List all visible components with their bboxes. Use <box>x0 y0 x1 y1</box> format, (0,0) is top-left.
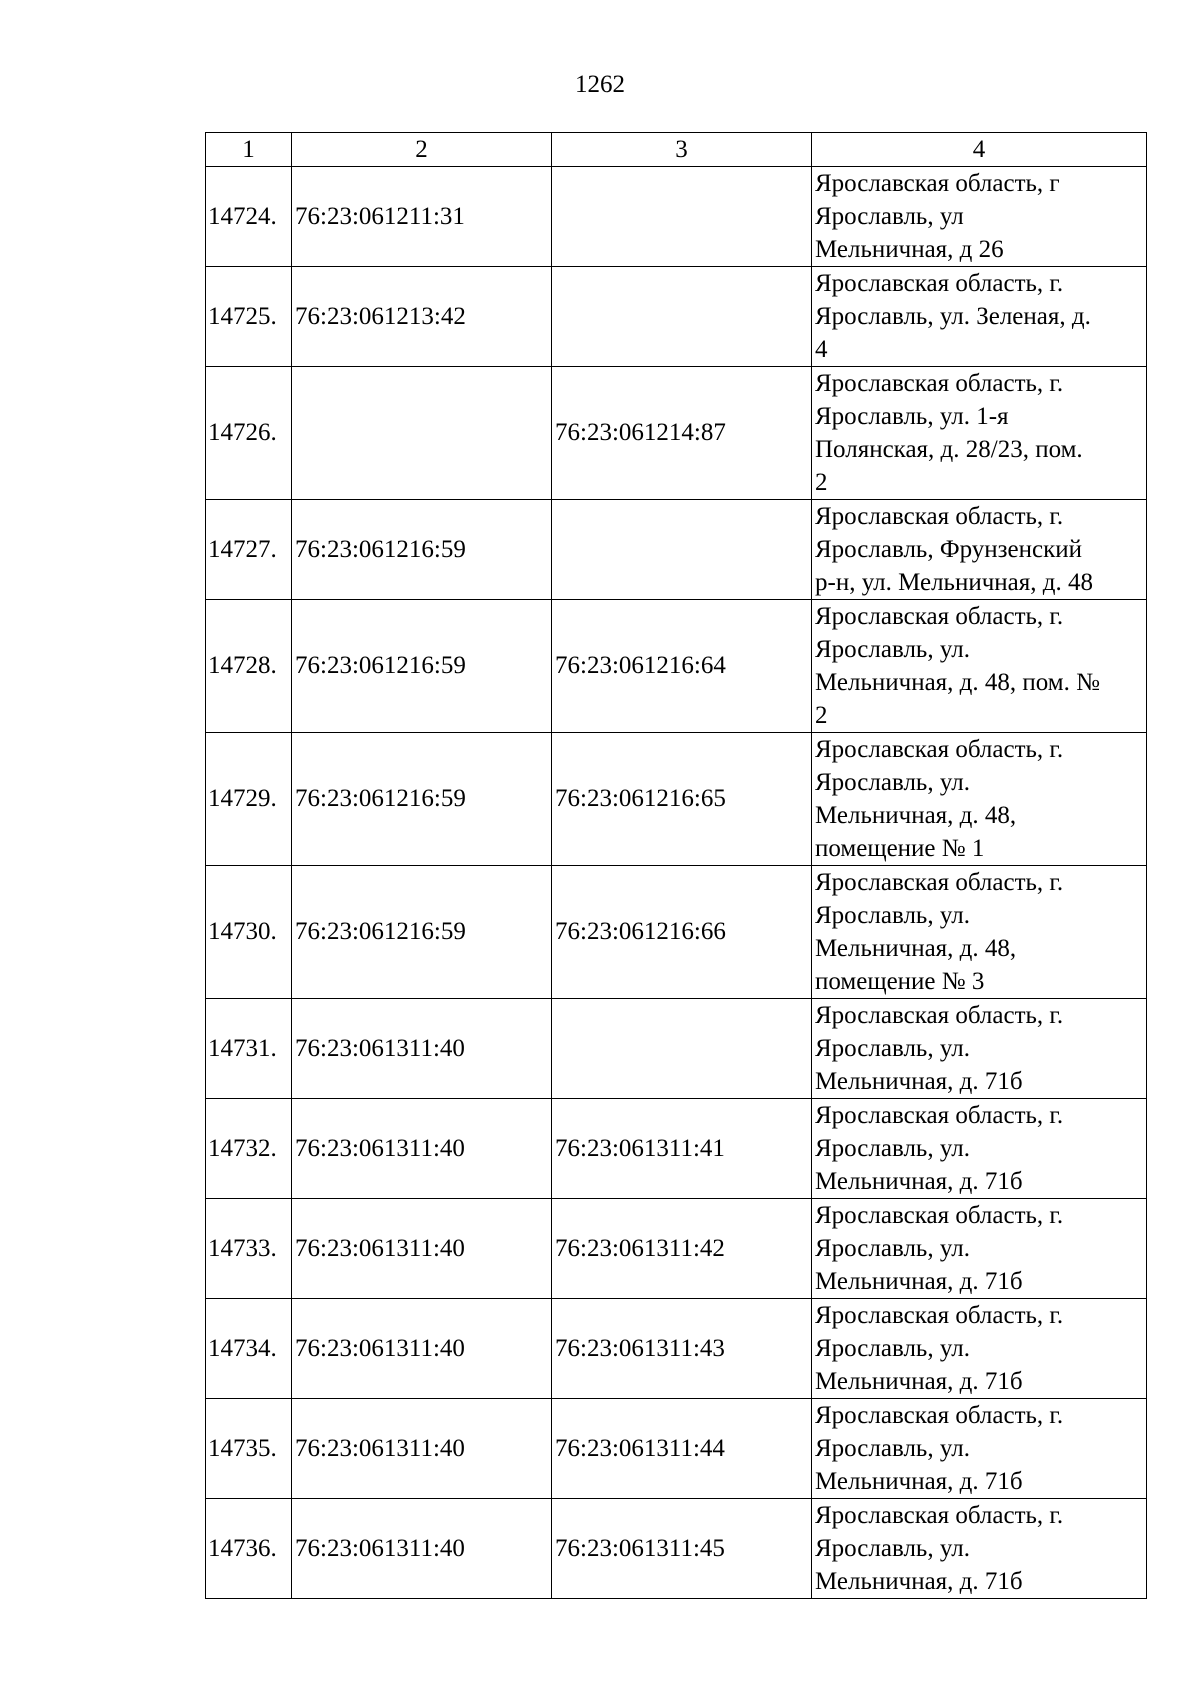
column-header-2: 2 <box>292 133 552 167</box>
address: Ярославская область, г. Ярославль, ул. Мельничная, д. 71б <box>812 999 1147 1099</box>
object-cadastral-number: 76:23:061311:45 <box>552 1499 812 1599</box>
cadastral-number: 76:23:061211:31 <box>292 167 552 267</box>
row-number: 14736. <box>206 1499 292 1599</box>
cadastral-number: 76:23:061216:59 <box>292 500 552 600</box>
row-number: 14729. <box>206 733 292 866</box>
row-number: 14728. <box>206 600 292 733</box>
address: Ярославская область, г. Ярославль, ул. Мельничная, д. 71б <box>812 1499 1147 1599</box>
object-cadastral-number: 76:23:061311:43 <box>552 1299 812 1399</box>
row-number: 14732. <box>206 1099 292 1199</box>
object-cadastral-number: 76:23:061311:44 <box>552 1399 812 1499</box>
address: Ярославская область, г. Ярославль, ул. Мельничная, д. 48, пом. № 2 <box>812 600 1147 733</box>
cadastral-number: 76:23:061311:40 <box>292 1299 552 1399</box>
object-cadastral-number: 76:23:061216:66 <box>552 866 812 999</box>
cadastral-number: 76:23:061311:40 <box>292 1099 552 1199</box>
object-cadastral-number: 76:23:061214:87 <box>552 367 812 500</box>
address: Ярославская область, г. Ярославль, ул. Мельничная, д. 71б <box>812 1199 1147 1299</box>
row-number: 14731. <box>206 999 292 1099</box>
address: Ярославская область, г. Ярославль, ул. Мельничная, д. 71б <box>812 1299 1147 1399</box>
object-cadastral-number: 76:23:061311:42 <box>552 1199 812 1299</box>
object-cadastral-number <box>552 267 812 367</box>
address: Ярославская область, г. Ярославль, ул. 1-я Полянская, д. 28/23, пом. 2 <box>812 367 1147 500</box>
cadastral-number: 76:23:061311:40 <box>292 1499 552 1599</box>
address: Ярославская область, г Ярославль, ул Мельничная, д 26 <box>812 167 1147 267</box>
row-number: 14726. <box>206 367 292 500</box>
address: Ярославская область, г. Ярославль, ул. Мельничная, д. 48, помещение № 1 <box>812 733 1147 866</box>
cadastral-number: 76:23:061213:42 <box>292 267 552 367</box>
column-header-1: 1 <box>206 133 292 167</box>
header-row <box>206 133 1147 167</box>
object-cadastral-number: 76:23:061311:41 <box>552 1099 812 1199</box>
object-cadastral-number <box>552 999 812 1099</box>
cadastral-number: 76:23:061311:40 <box>292 1399 552 1499</box>
row-number: 14727. <box>206 500 292 600</box>
address: Ярославская область, г. Ярославль, ул. Мельничная, д. 48, помещение № 3 <box>812 866 1147 999</box>
table-row <box>206 866 1147 999</box>
row-number: 14734. <box>206 1299 292 1399</box>
registry-table <box>205 132 1147 1599</box>
cadastral-number <box>292 367 552 500</box>
row-number: 14725. <box>206 267 292 367</box>
table-row <box>206 167 1147 267</box>
row-number: 14724. <box>206 167 292 267</box>
cadastral-number: 76:23:061216:59 <box>292 733 552 866</box>
table-row <box>206 1199 1147 1299</box>
address: Ярославская область, г. Ярославль, ул. Зеленая, д. 4 <box>812 267 1147 367</box>
table-row <box>206 367 1147 500</box>
row-number: 14733. <box>206 1199 292 1299</box>
object-cadastral-number: 76:23:061216:64 <box>552 600 812 733</box>
table-row <box>206 600 1147 733</box>
cadastral-number: 76:23:061216:59 <box>292 866 552 999</box>
table-row <box>206 1499 1147 1599</box>
table-row <box>206 1299 1147 1399</box>
object-cadastral-number: 76:23:061216:65 <box>552 733 812 866</box>
address: Ярославская область, г. Ярославль, ул. Мельничная, д. 71б <box>812 1099 1147 1199</box>
row-number: 14730. <box>206 866 292 999</box>
object-cadastral-number <box>552 167 812 267</box>
table-row <box>206 1099 1147 1199</box>
column-header-3: 3 <box>552 133 812 167</box>
column-header-4: 4 <box>812 133 1147 167</box>
cadastral-number: 76:23:061311:40 <box>292 1199 552 1299</box>
table-row <box>206 733 1147 866</box>
table-row <box>206 500 1147 600</box>
table-body <box>206 167 1147 1599</box>
cadastral-number: 76:23:061311:40 <box>292 999 552 1099</box>
table-header <box>206 133 1147 167</box>
table-row <box>206 1399 1147 1499</box>
table-row <box>206 267 1147 367</box>
cadastral-number: 76:23:061216:59 <box>292 600 552 733</box>
table-row <box>206 999 1147 1099</box>
address: Ярославская область, г. Ярославль, Фрунзенский р-н, ул. Мельничная, д. 48 <box>812 500 1147 600</box>
address: Ярославская область, г. Ярославль, ул. Мельничная, д. 71б <box>812 1399 1147 1499</box>
row-number: 14735. <box>206 1399 292 1499</box>
page-number: 1262 <box>575 71 625 98</box>
object-cadastral-number <box>552 500 812 600</box>
